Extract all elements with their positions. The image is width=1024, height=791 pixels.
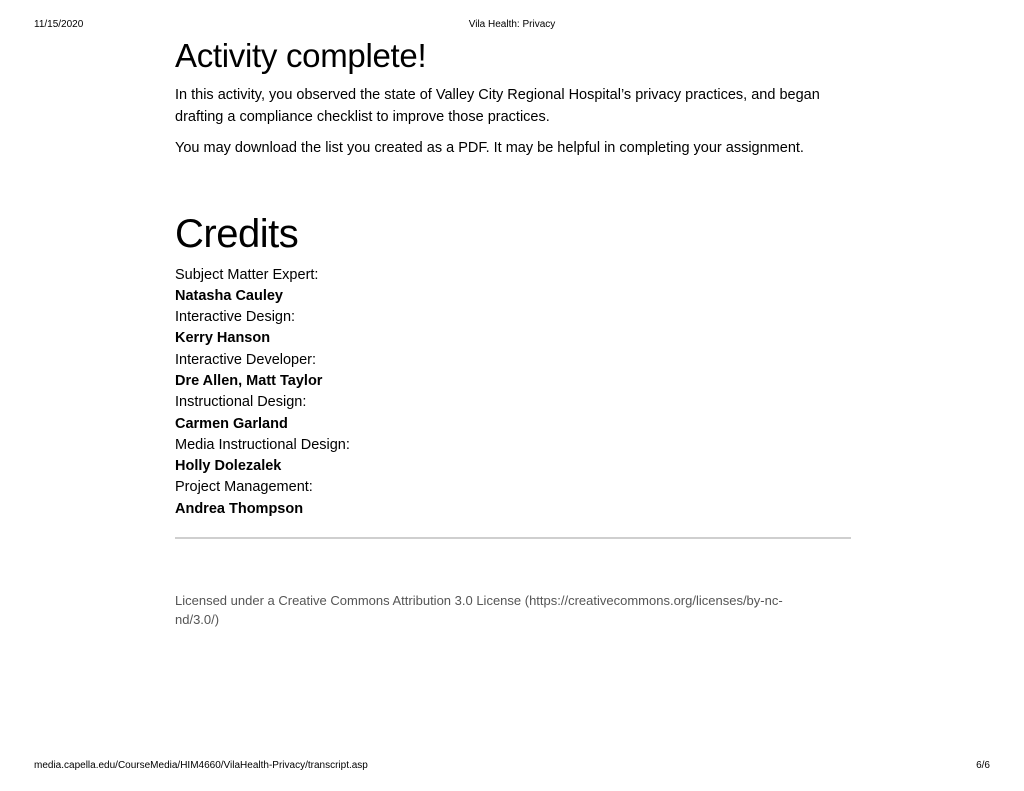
credit-role: Media Instructional Design: [175,436,350,453]
credit-name: Dre Allen, Matt Taylor [175,372,323,389]
license-notice: Licensed under a Creative Commons Attribution 3.0 License (https://creativecommons.org/licenses/by-nc-nd/3.0/) [175,593,783,628]
print-header [34,19,990,33]
credit-role: Interactive Design: [175,309,296,326]
section-divider [175,537,851,539]
page-number: 6/6 [976,760,990,771]
credit-name: Holly Dolezalek [175,458,282,475]
print-page-title: Vila Health: Privacy [468,19,556,30]
print-url: media.capella.edu/CourseMedia/HIM4660/VilaHealth-Privacy/transcript.asp [34,760,368,771]
credit-name: Kerry Hanson [175,330,271,347]
credit-role: Project Management: [175,479,313,496]
summary-paragraph: In this activity, you observed the state of Valley City Regional Hospital’s privacy practices, and began drafting a compliance checklist to improve those practices. [175,87,820,125]
main-content [175,34,851,629]
credits-list [175,265,851,521]
credit-role: Instructional Design: [175,394,307,411]
print-footer [34,760,990,774]
credit-role: Interactive Developer: [175,351,317,368]
credit-name: Carmen Garland [175,415,288,432]
credits-heading: Credits [175,211,299,256]
print-date: 11/15/2020 [34,19,84,30]
credit-role: Subject Matter Expert: [175,266,319,283]
credit-name: Andrea Thompson [175,500,304,517]
activity-complete-heading: Activity complete! [175,37,427,74]
credit-name: Natasha Cauley [175,287,283,304]
download-paragraph: You may download the list you created as a PDF. It may be helpful in completing your assignment. [175,140,804,156]
